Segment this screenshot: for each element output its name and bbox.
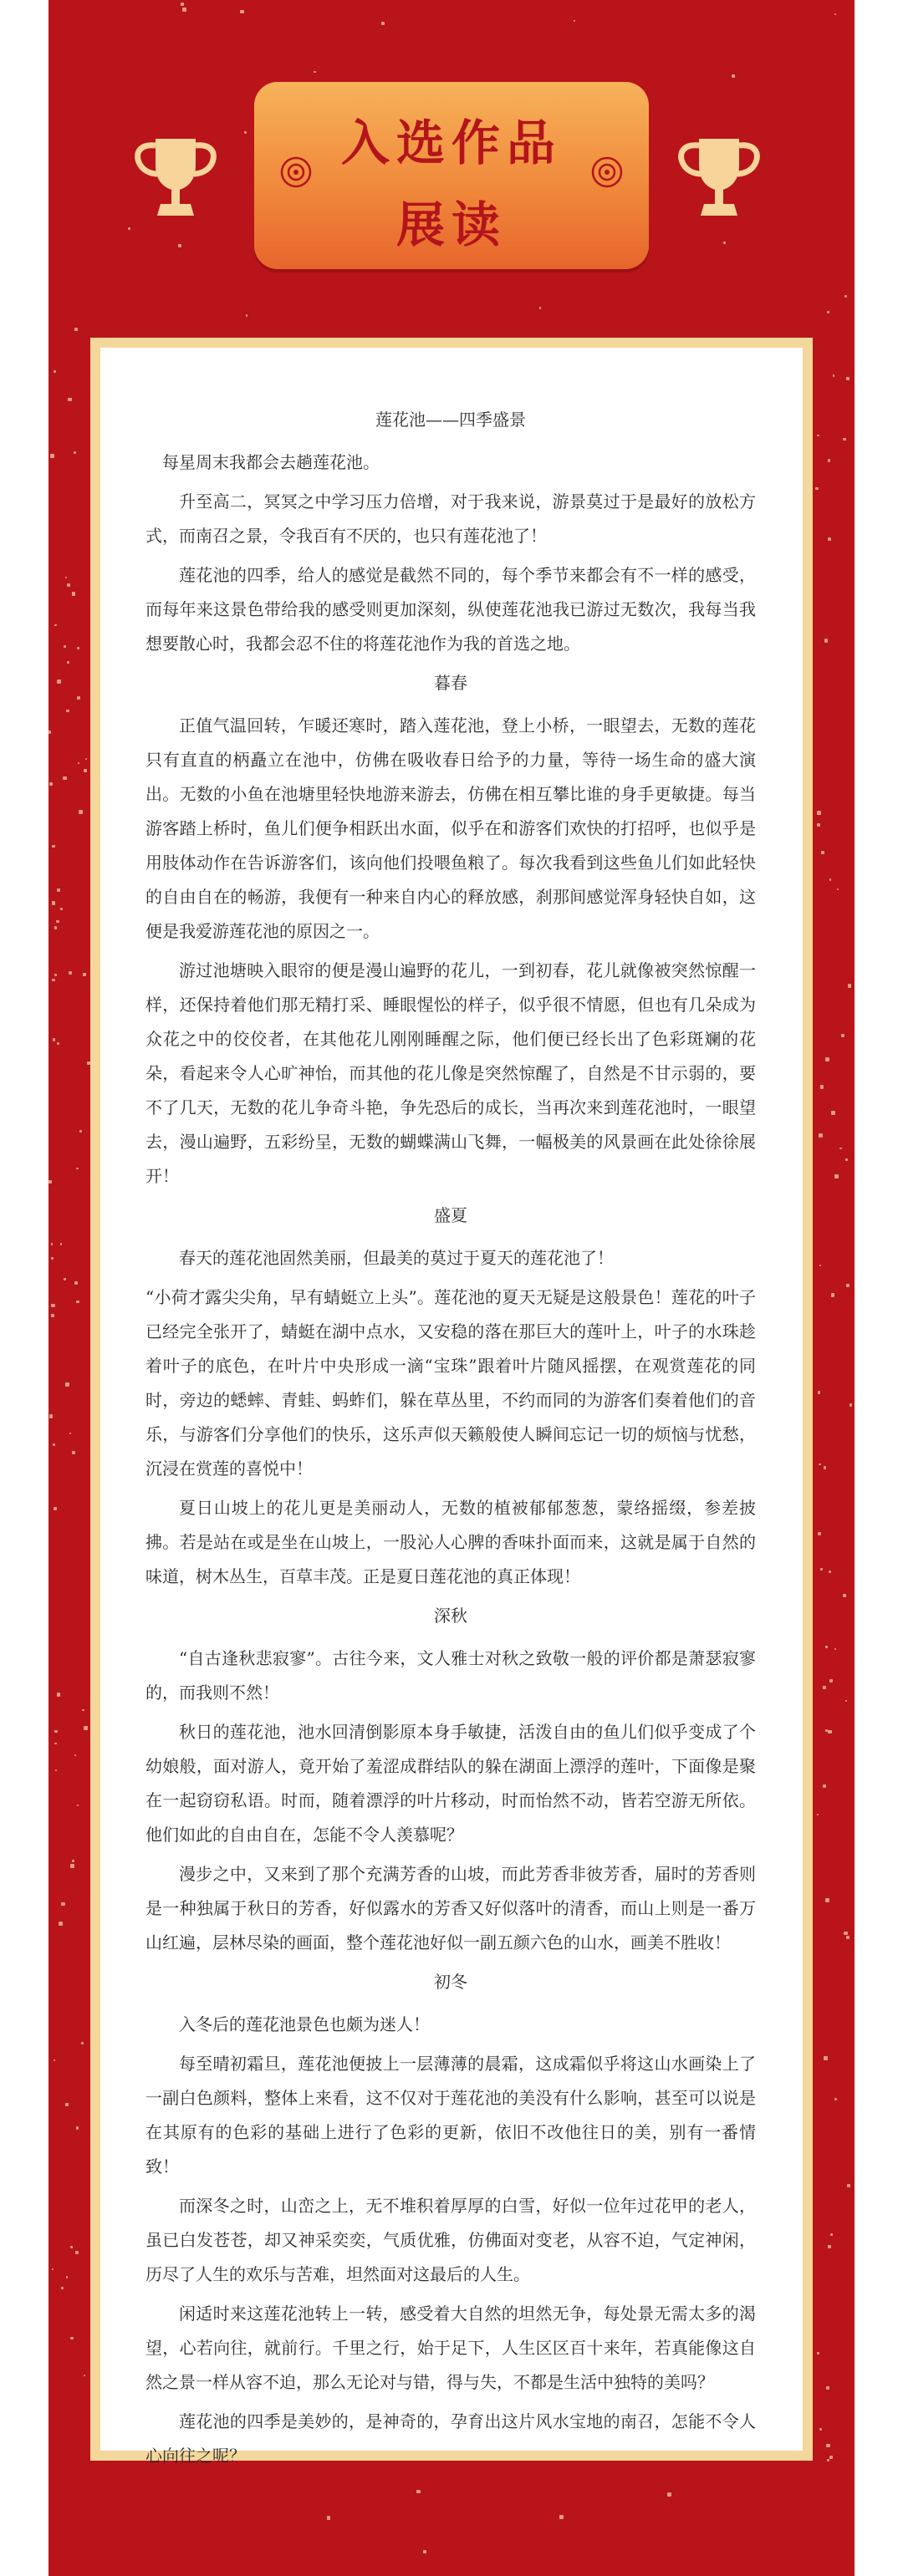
speck-dot xyxy=(51,1243,53,1245)
speck-dot xyxy=(54,1507,57,1510)
speck-dot xyxy=(834,1648,836,1650)
target-icon xyxy=(590,155,624,189)
target-icon xyxy=(279,155,313,189)
section-paragraph: 正值气温回转，乍暖还寒时，踏入莲花池，登上小桥，一眼望去，无数的莲花只有直直的柄矗立在池中，仿佛在吸收春日给予的力量，等待一场生命的盛大演出。无数的小鱼在池塘里轻快地游来游去，仿佛在相互攀比谁的身手更敏捷。每当游客踏上桥时，鱼儿们便争相跃出水面，似乎在和游客们欢快的打招呼，也似乎是用肢体动作在告诉游客们，该向他们投喂鱼粮了。每次我看到这些鱼儿们如此轻快的自由自在的畅游，我便有一种来自内心的释放感，刹那间感觉浑身轻快自如，这便是我爱游莲花池的原因之一。 xyxy=(145,715,756,941)
header-title-line2: 展读 xyxy=(395,196,507,253)
speck-dot xyxy=(48,1180,52,1184)
speck-dot xyxy=(837,888,839,890)
article-paper xyxy=(100,348,803,2466)
speck-dot xyxy=(848,984,851,987)
header-banner xyxy=(254,82,649,269)
speck-dot xyxy=(821,851,824,854)
speck-dot xyxy=(57,1042,59,1045)
speck-dot xyxy=(244,131,247,134)
speck-dot xyxy=(55,1769,57,1771)
speck-dot xyxy=(64,1278,66,1280)
section-paragraph: 而深冬之时，山峦之上，无不堆积着厚厚的白雪，好似一位年过花甲的老人，虽已白发苍苍，却又神采奕奕，气质优雅，仿佛面对变老，从容不迫，气定神闲，历尽了人生的欢乐与苦难，坦然面对这最后的人生。 xyxy=(145,2196,756,2284)
speck-dot xyxy=(83,973,86,976)
speck-dot xyxy=(824,639,829,643)
speck-dot xyxy=(834,2098,837,2100)
speck-dot xyxy=(825,1898,829,1902)
speck-dot xyxy=(74,451,76,454)
speck-dot xyxy=(57,888,60,892)
speck-dot xyxy=(817,2352,819,2355)
speck-dot xyxy=(826,2444,830,2448)
speck-dot xyxy=(327,2516,330,2519)
speck-dot xyxy=(68,398,71,401)
speck-dot xyxy=(314,71,315,73)
speck-dot xyxy=(75,2251,79,2254)
speck-dot xyxy=(60,908,62,909)
speck-dot xyxy=(846,1936,849,1939)
speck-dot xyxy=(819,1133,823,1138)
speck-dot xyxy=(846,1284,849,1287)
section-paragraph: 漫步之中，又来到了那个充满芳香的山坡，而此芳香非彼芳香，届时的芳香则是一种独属于秋日的芳香，好似露水的芳香又好似落叶的清香，而山上则是一番万山红遍，层林尽染的画面，整个莲花池好似一副五颜六色的山水，画美不胜收！ xyxy=(145,1864,756,1952)
section-heading-winter: 初冬 xyxy=(434,1972,467,1992)
speck-dot xyxy=(52,845,54,848)
speck-dot xyxy=(69,971,73,975)
speck-dot xyxy=(65,2103,69,2106)
poster-background xyxy=(48,0,855,2576)
speck-dot xyxy=(65,577,67,578)
article-content xyxy=(145,398,756,2478)
speck-dot xyxy=(51,1304,55,1308)
speck-dot xyxy=(54,1743,57,1745)
intro-paragraph: 莲花池的四季，给人的感觉是截然不同的，每个季节来都会有不一样的感受，而每年来这景色带给我的感受则更加深刻，纵使莲花池我已游过无数次，我每当我想要散心时，我都会忍不住的将莲花池作为我的首选之地。 xyxy=(145,565,756,654)
speck-dot xyxy=(246,314,248,317)
speck-dot xyxy=(61,1902,65,1907)
speck-dot xyxy=(828,459,830,461)
speck-dot xyxy=(815,487,818,490)
speck-dot xyxy=(70,2246,73,2248)
speck-dot xyxy=(64,645,67,649)
speck-dot xyxy=(181,3,184,6)
section-paragraph: “自古逢秋悲寂寥”。古往今来，文人雅士对秋之致敬一般的评价都是萧瑟寂寥的，而我则不然！ xyxy=(145,1648,756,1703)
speck-dot xyxy=(829,1571,830,1572)
speck-dot xyxy=(74,1281,78,1285)
speck-dot xyxy=(76,2126,79,2130)
speck-dot xyxy=(54,1730,58,1733)
speck-dot xyxy=(825,1057,829,1061)
speck-dot xyxy=(54,2059,55,2061)
speck-dot xyxy=(74,328,78,331)
speck-dot xyxy=(559,2515,564,2519)
section-paragraph: 春天的莲花池固然美丽，但最美的莫过于夏天的莲花池了！ xyxy=(179,1248,614,1268)
speck-dot xyxy=(53,1443,55,1446)
trophy-icon xyxy=(124,132,227,222)
speck-dot xyxy=(50,454,54,458)
speck-dot xyxy=(182,8,186,12)
speck-dot xyxy=(824,1466,827,1469)
speck-dot xyxy=(843,438,846,441)
speck-dot xyxy=(54,624,56,626)
speck-dot xyxy=(76,1168,78,1169)
speck-dot xyxy=(54,370,56,373)
speck-dot xyxy=(818,1532,821,1535)
speck-dot xyxy=(833,374,834,376)
speck-dot xyxy=(843,1594,846,1597)
speck-dot xyxy=(63,776,67,781)
speck-dot xyxy=(831,1111,835,1115)
speck-dot xyxy=(819,1265,821,1266)
speck-dot xyxy=(79,810,83,814)
speck-dot xyxy=(828,537,831,541)
speck-dot xyxy=(84,2375,85,2376)
speck-dot xyxy=(828,1730,831,1733)
speck-dot xyxy=(52,979,55,982)
speck-dot xyxy=(416,2490,421,2494)
speck-dot xyxy=(66,2276,69,2278)
intro-paragraph: 升至高二，冥冥之中学习压力倍增，对于我来说，游景莫过于是最好的放松方式，而南召之景，令我百有不厌的，也只有莲花池了！ xyxy=(145,491,756,546)
speck-dot xyxy=(60,1243,63,1245)
speck-dot xyxy=(819,2428,822,2431)
speck-dot xyxy=(76,1301,79,1304)
speck-dot xyxy=(79,1130,82,1133)
section-paragraph: 莲花池的四季是美妙的，是神奇的，孕育出这片风水宝地的南召，怎能不令人心向往之呢？ xyxy=(145,2411,756,2466)
speck-dot xyxy=(54,926,58,929)
section-paragraph: 入冬后的莲花池景色也颇为迷人！ xyxy=(179,2014,430,2034)
intro-paragraph: 每星周末我都会去趟莲花池。 xyxy=(162,452,380,472)
speck-dot xyxy=(84,1726,88,1730)
speck-dot xyxy=(49,1414,53,1418)
speck-dot xyxy=(48,731,51,733)
speck-dot xyxy=(57,1693,60,1696)
speck-dot xyxy=(59,1922,63,1926)
speck-dot xyxy=(844,295,847,298)
section-heading-summer: 盛夏 xyxy=(434,1205,467,1225)
section-paragraph: “小荷才露尖尖角，早有蜻蜓立上头”。莲花池的夏天无疑是这般景色！莲花的叶子已经完全张开了，蜻蜓在湖中点水，又安稳的落在那巨大的莲叶上，叶子的水珠趁着叶子的底色，在叶片中央形成一滴“宝珠”跟着叶片随风摇摆，在观赏莲花的同时，旁边的蟋蟀、青蛙、蚂蚱们，躲在草丛里，不约而同的为游客们奏着他们的音乐，与游客们分享他们的快乐，这乐声似天籁般使人瞬间忘记一切的烦恼与忧愁，沉浸在赏莲的喜悦中！ xyxy=(145,1287,756,1479)
speck-dot xyxy=(847,2184,850,2187)
section-heading-autumn: 深秋 xyxy=(434,1606,467,1626)
section-paragraph: 秋日的莲花池，池水回清倒影原本身手敏捷，活泼自由的鱼儿们似乎变成了个幼娘般，面对游人，竟开始了羞涩成群结队的躲在湖面上漂浮的莲叶，下面像是聚在一起窃窃私语。时而，随着漂浮的叶片移动，时而怡然不动，皆若空游无所依。他们如此的自由自在，怎能不令人羡慕呢？ xyxy=(145,1722,756,1845)
section-paragraph: 闲适时来这莲花池转上一转，感受着大自然的坦然无争，每处景无需太多的渴望，心若向往，就前行。千里之行，始于足下，人生区区百十来年，若真能像这自然之景一样从容不迫，那么无论对与错，得与失，不都是生活中独特的美吗？ xyxy=(145,2304,756,2392)
speck-dot xyxy=(820,1085,824,1089)
speck-dot xyxy=(831,1293,835,1297)
speck-dot xyxy=(56,920,59,923)
speck-dot xyxy=(51,1257,54,1260)
speck-dot xyxy=(834,13,836,15)
section-paragraph: 游过池塘映入眼帘的便是漫山遍野的花儿，一到初春，花儿就像被突然惊醒一样，还保持着他们那无精打采、睡眼惺忪的样子，似乎很不情愿，但也有几朵成为众花之中的佼佼者，在其他花儿刚刚睡醒之际，他们便已经长出了色彩斑斓的花朵，看起来令人心旷神怡，而其他的花儿像是突然惊醒了，自然是不甘示弱的，要不了几天，无数的花儿争奇斗艳，争先恐后的成长，当再次来到莲花池时，一眼望去，漫山遍野，五彩纷呈，无数的蝴蝶满山飞舞，一幅极美的风景画在此处徐徐展开！ xyxy=(145,960,756,1186)
speck-dot xyxy=(49,782,53,786)
speck-dot xyxy=(539,307,542,309)
speck-dot xyxy=(732,74,735,78)
speck-dot xyxy=(61,2287,64,2289)
speck-dot xyxy=(54,974,57,976)
speck-dot xyxy=(818,1391,820,1393)
speck-dot xyxy=(52,2268,54,2270)
speck-dot xyxy=(829,2456,833,2459)
speck-dot xyxy=(128,227,130,230)
speck-dot xyxy=(74,1754,76,1756)
speck-dot xyxy=(72,592,76,596)
speck-dot xyxy=(827,2459,829,2461)
speck-dot xyxy=(845,1158,848,1161)
speck-dot xyxy=(78,762,79,764)
speck-dot xyxy=(77,647,79,649)
speck-dot xyxy=(65,1382,69,1386)
speck-dot xyxy=(69,1433,71,1434)
speck-dot xyxy=(57,680,60,683)
speck-dot xyxy=(828,2245,831,2248)
speck-dot xyxy=(67,583,70,587)
speck-dot xyxy=(51,1314,54,1317)
speck-dot xyxy=(817,823,819,826)
trophy-icon xyxy=(667,132,771,222)
speck-dot xyxy=(841,1034,844,1037)
speck-dot xyxy=(823,1686,826,1689)
header-title-line1: 入选作品 xyxy=(340,115,562,171)
speck-dot xyxy=(52,901,56,905)
speck-dot xyxy=(574,20,575,22)
speck-dot xyxy=(178,244,181,247)
speck-dot xyxy=(84,769,87,772)
speck-dot xyxy=(826,2386,830,2390)
speck-dot xyxy=(723,242,725,243)
speck-dot xyxy=(820,1568,823,1571)
speck-dot xyxy=(81,2042,84,2044)
article-title: 莲花池——四季盛景 xyxy=(375,410,526,430)
speck-dot xyxy=(844,1932,847,1935)
speck-dot xyxy=(85,758,87,760)
section-paragraph: 夏日山坡上的花儿更是美丽动人，无数的植被郁郁葱葱，蒙络摇缀，参差披拂。若是站在或是坐在山坡上，一股沁人心脾的香味扑面而来，这就是属于自然的味道，树木丛生，百草丰茂。正是夏日莲花池的真正体现！ xyxy=(145,1498,756,1586)
speck-dot xyxy=(819,1464,820,1465)
section-heading-spring: 暮春 xyxy=(434,673,467,693)
speck-dot xyxy=(82,1709,84,1711)
speck-dot xyxy=(827,311,829,313)
speck-dot xyxy=(66,710,69,712)
speck-dot xyxy=(70,2337,73,2339)
speck-dot xyxy=(70,1864,74,1868)
speck-dot xyxy=(67,661,70,664)
speck-dot xyxy=(829,1679,833,1683)
speck-dot xyxy=(845,1700,848,1703)
speck-dot xyxy=(72,1860,74,1862)
speck-dot xyxy=(423,2550,426,2553)
speck-dot xyxy=(829,878,832,881)
speck-dot xyxy=(834,1174,839,1179)
speck-dot xyxy=(825,1646,828,1648)
speck-dot xyxy=(839,1148,842,1150)
speck-dot xyxy=(830,2233,833,2236)
speck-dot xyxy=(667,2492,671,2497)
speck-dot xyxy=(53,1038,55,1041)
speck-dot xyxy=(381,22,385,25)
speck-dot xyxy=(817,811,821,815)
speck-dot xyxy=(849,1403,853,1407)
speck-dot xyxy=(77,696,81,700)
section-paragraph: 每至晴初霜旦，莲花池便披上一层薄薄的晨霜，这成霜似乎将这山水画染上了一副白色颜料，整体上来看，这不仅对于莲花池的美没有什么影响，甚至可以说是在其原有的色彩的基础上进行了色彩的更新，依旧不改他往日的美，别有一番情致！ xyxy=(145,2054,756,2176)
speck-dot xyxy=(240,10,244,14)
speck-dot xyxy=(817,1814,819,1815)
speck-dot xyxy=(823,1784,826,1788)
article-frame xyxy=(90,338,813,2466)
speck-dot xyxy=(817,435,819,436)
speck-dot xyxy=(824,2056,828,2060)
speck-dot xyxy=(72,1451,75,1454)
speck-dot xyxy=(846,377,849,380)
speck-dot xyxy=(77,1805,79,1806)
